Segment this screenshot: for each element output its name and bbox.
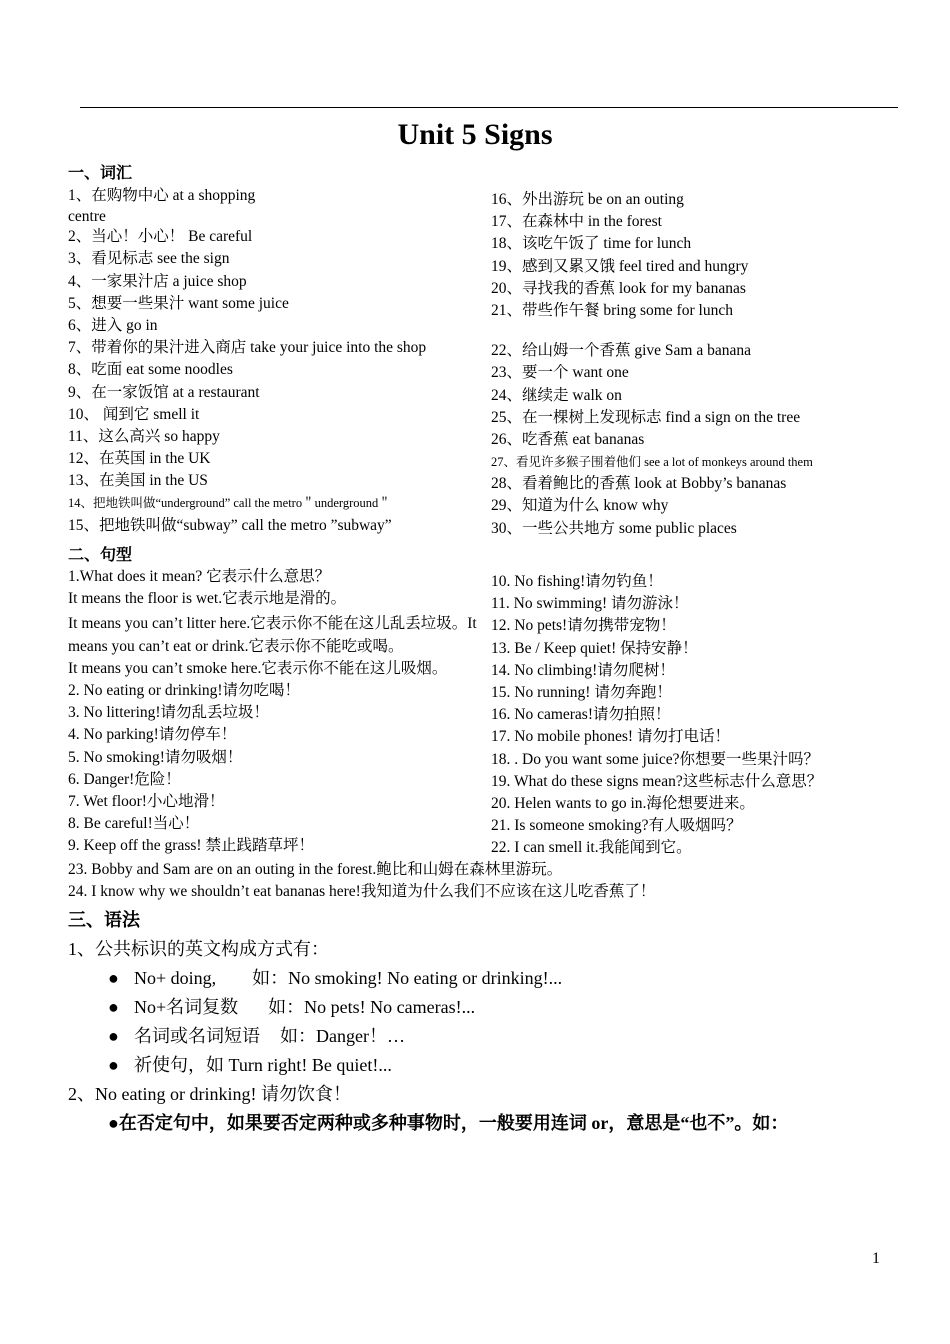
- list-item: centre: [68, 208, 106, 226]
- list-item: 29、知道为什么 know why: [491, 497, 669, 515]
- section-sentences-heading: 二、句型: [68, 547, 133, 564]
- list-item: 30、一些公共地方 some public places: [491, 519, 737, 537]
- list-item: 14. No climbing!请勿爬树！: [491, 661, 675, 679]
- grammar-point-2: 2、No eating or drinking! 请勿饮食！: [68, 1084, 351, 1104]
- list-item: 21. Is someone smoking?有人吸烟吗？: [491, 817, 742, 835]
- list-item: 11. No swimming! 请勿游泳！: [491, 595, 689, 613]
- vocab-left-column: [68, 185, 426, 537]
- grammar-bullet: [68, 993, 788, 1022]
- bullet-form: No+名词复数: [134, 997, 239, 1017]
- list-item: 2、当心！小心！ Be careful: [68, 228, 253, 246]
- list-item: 3、看见标志 see the sign: [68, 250, 230, 268]
- list-item: 20. Helen wants to go in.海伦想要进来。: [491, 794, 755, 812]
- list-item: 3. No littering!请勿乱丢垃圾！: [68, 704, 270, 722]
- list-item: 1、在购物中心 at a shopping: [68, 187, 256, 204]
- list-item: 24、继续走 walk on: [491, 386, 622, 404]
- list-item: 23、要一个 want one: [491, 364, 629, 382]
- list-item: 18. . Do you want some juice?你想要一些果汁吗？: [491, 750, 820, 768]
- bullet-example: 如：No smoking! No eating or drinking!...: [252, 968, 563, 988]
- grammar-note: [68, 1109, 788, 1138]
- grammar-bullet: [68, 1022, 788, 1051]
- bullet-icon: ●: [108, 997, 119, 1017]
- bullet-example: 如：No pets! No cameras!...: [268, 997, 476, 1017]
- list-item: 7、带着你的果汁进入商店 take your juice into the shop: [68, 339, 427, 357]
- list-item: It means you can’t litter here.它表示你不能在这儿乱丢垃圾。It: [68, 615, 477, 633]
- list-item: 22. I can smell it.我能闻到它。: [491, 839, 692, 857]
- list-item: 8. Be careful!当心！: [68, 815, 200, 833]
- page-number: 1: [872, 1250, 880, 1267]
- list-item: means you can’t eat or drink.它表示你不能吃或喝。: [68, 637, 404, 655]
- list-item: 19、感到又累又饿 feel tired and hungry: [491, 257, 749, 275]
- bullet-form: No+ doing,: [134, 968, 217, 988]
- list-item: 13、在美国 in the US: [68, 472, 208, 490]
- sentences-right-column: [491, 571, 822, 859]
- section-vocab-heading: 一、词汇: [68, 165, 133, 182]
- list-item: 9、在一家饭馆 at a restaurant: [68, 383, 260, 401]
- list-item: 21、带些作午餐 bring some for lunch: [491, 301, 733, 319]
- grammar-block: [68, 935, 788, 1138]
- list-item: 9. Keep off the grass! 禁止践踏草坪！: [68, 837, 314, 855]
- list-item: 16. No cameras!请勿拍照！: [491, 706, 671, 724]
- grammar-point-1: 1、公共标识的英文构成方式有：: [68, 939, 329, 959]
- list-item: 17. No mobile phones! 请勿打电话！: [491, 728, 730, 746]
- list-item: 27、看见许多猴子围着他们 see a lot of monkeys around them: [491, 455, 813, 470]
- list-item: 26、吃香蕉 eat bananas: [491, 430, 645, 448]
- list-item: 19. What do these signs mean?这些标志什么意思？: [491, 772, 823, 790]
- list-item: 2. No eating or drinking!请勿吃喝！: [68, 681, 301, 699]
- list-item: 14、把地铁叫做“underground” call the metro＂underground＂: [68, 496, 391, 511]
- list-item: 22、给山姆一个香蕉 give Sam a banana: [491, 342, 752, 360]
- bullet-icon: ●: [108, 1113, 119, 1133]
- list-item: 10. No fishing!请勿钓鱼！: [491, 573, 663, 590]
- list-item: 7. Wet floor!小心地滑！: [68, 792, 225, 810]
- list-item: 25、在一棵树上发现标志 find a sign on the tree: [491, 408, 801, 426]
- bullet-form: 名词或名词短语: [134, 1026, 260, 1046]
- sentences-left-column: [68, 566, 477, 857]
- list-item: 5. No smoking!请勿吸烟！: [68, 748, 243, 766]
- list-item: 11、这么高兴 so happy: [68, 427, 220, 445]
- list-item: 13. Be / Keep quiet! 保持安静！: [491, 639, 698, 657]
- sentence-24: 24. I know why we shouldn’t eat bananas here!我知道为什么我们不应该在这儿吃香蕉了！: [68, 883, 656, 900]
- list-item: 6. Danger!危险！: [68, 770, 181, 788]
- list-item: 1.What does it mean? 它表示什么意思？: [68, 568, 331, 585]
- list-item: 8、吃面 eat some noodles: [68, 361, 233, 379]
- list-item: 4、一家果汁店 a juice shop: [68, 272, 247, 290]
- list-item: 15、把地铁叫做“subway” call the metro ”subway”: [68, 516, 392, 534]
- section-grammar-heading: 三、语法: [68, 910, 140, 930]
- list-item: 12. No pets!请勿携带宠物！: [491, 617, 676, 635]
- grammar-bullet: [68, 1051, 788, 1080]
- list-item: 18、该吃午饭了 time for lunch: [491, 235, 692, 253]
- list-item: 15. No running! 请勿奔跑！: [491, 683, 672, 701]
- list-item: 20、寻找我的香蕉 look for my bananas: [491, 279, 746, 297]
- page-title: Unit 5 Signs: [397, 118, 553, 151]
- header-rule: [80, 107, 898, 108]
- sentence-23: 23. Bobby and Sam are on an outing in the forest.鲍比和山姆在森林里游玩。: [68, 861, 563, 878]
- vocab-right-column: [491, 189, 813, 540]
- list-item: 4. No parking!请勿停车！: [68, 726, 237, 744]
- bullet-example: 如：Danger！…: [280, 1026, 405, 1046]
- bullet-form: 祈使句，如 Turn right! Be quiet!...: [134, 1055, 392, 1075]
- list-item: 28、看着鲍比的香蕉 look at Bobby’s bananas: [491, 475, 787, 493]
- list-item: 6、进入 go in: [68, 316, 158, 334]
- list-item: It means the floor is wet.它表示地是滑的。: [68, 590, 347, 608]
- bullet-icon: ●: [108, 1055, 119, 1075]
- bullet-icon: ●: [108, 1026, 119, 1046]
- list-item: 16、外出游玩 be on an outing: [491, 191, 684, 208]
- list-item: It means you can’t smoke here.它表示你不能在这儿吸烟。: [68, 659, 448, 677]
- list-item: 12、在英国 in the UK: [68, 450, 211, 468]
- list-item: 10、 闻到它 smell it: [68, 405, 200, 423]
- list-item: 5、想要一些果汁 want some juice: [68, 294, 289, 312]
- bullet-icon: ●: [108, 968, 119, 988]
- grammar-bullet: [68, 964, 788, 993]
- list-item: 17、在森林中 in the forest: [491, 213, 662, 231]
- grammar-note-text: 在否定句中，如果要否定两种或多种事物时，一般要用连词 or，意思是“也不”。如：: [118, 1113, 789, 1133]
